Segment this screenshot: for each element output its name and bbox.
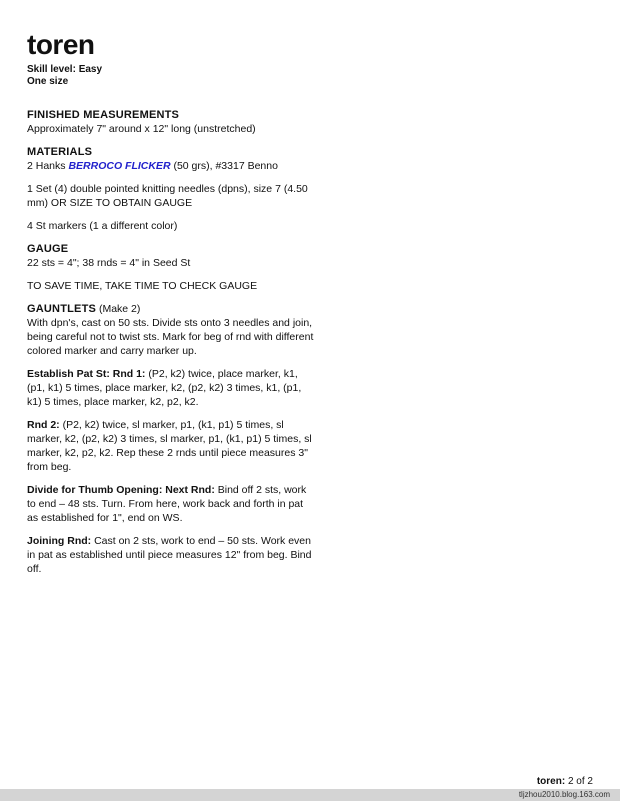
gauntlets-section [27, 302, 317, 358]
gauntlets-heading-note: (Make 2) [96, 303, 141, 315]
finished-measurements-heading: FINISHED MEASUREMENTS [27, 109, 180, 121]
materials-section [27, 145, 317, 173]
joining-round-text: Cast on 2 sts, work to end – 50 sts. Work even in pat as established until piece measures 12" from beg. Bind off. [27, 535, 312, 575]
pattern-meta [27, 64, 102, 88]
size-info: One size [27, 76, 69, 87]
thumb-opening-text: Bind off 2 sts, work to end – 48 sts. Turn. From here, work back and forth in pat as established for 1", end on WS. [27, 484, 307, 524]
markers-text: 4 St markers (1 a different color) [27, 220, 178, 232]
gauge-heading: GAUGE [27, 243, 69, 255]
page-number: 2 of 2 [567, 776, 593, 787]
yarn-line [27, 159, 317, 173]
pattern-title: toren [27, 29, 95, 60]
gauntlets-heading: GAUNTLETS [27, 303, 97, 315]
pattern-body [27, 108, 317, 585]
thumb-opening-label: Divide for Thumb Opening: Next Rnd: [27, 484, 215, 496]
skill-level: Skill level: Easy [27, 64, 103, 75]
yarn-brand-link[interactable]: BERROCO FLICKER [68, 160, 171, 172]
yarn-suffix: (50 grs), #3317 Benno [170, 160, 278, 172]
joining-round-paragraph [27, 534, 317, 576]
round-2-label: Rnd 2: [27, 419, 60, 431]
joining-round-label: Joining Rnd: [27, 535, 92, 547]
needles-text: 1 Set (4) double pointed knitting needles (dpns), size 7 (4.50 mm) OR SIZE TO OBTAIN GAUGE [27, 183, 308, 209]
yarn-prefix: 2 Hanks [27, 160, 69, 172]
watermark-bar [0, 789, 620, 801]
round-2-paragraph [27, 418, 317, 474]
thumb-opening-paragraph [27, 483, 317, 525]
footer-title: toren: [536, 776, 566, 787]
round-2-text: (P2, k2) twice, sl marker, p1, (k1, p1) 5 times, sl marker, k2, (p2, k2) 3 times, sl marker, p1, (k1, p1) 5 times, sl marker, k2, p2, k2. Rep these 2 rnds until piece measures 3" from beg. [27, 419, 312, 473]
gauntlets-text: With dpn's, cast on 50 sts. Divide sts onto 3 needles and join, being careful not to twist sts. Mark for beg of rnd with different colored marker and carry marker up. [27, 317, 314, 357]
page-footer [537, 776, 593, 787]
finished-measurements-text: Approximately 7" around x 12" long (unstretched) [27, 123, 256, 135]
finished-measurements-section [27, 108, 317, 136]
gauge-section [27, 242, 317, 270]
gauntlets-heading-line [27, 302, 317, 316]
establish-pattern-paragraph [27, 367, 317, 409]
gauge-text: 22 sts = 4"; 38 rnds = 4" in Seed St [27, 257, 191, 269]
establish-text: (P2, k2) twice, place marker, k1, (p1, k1) 5 times, place marker, k2, (p2, k2) 3 times, k1, (p1, k1) 5 times, place marker, k2, p2, k2. [27, 368, 302, 408]
establish-label: Establish Pat St: Rnd 1: [27, 368, 146, 380]
gauge-note: TO SAVE TIME, TAKE TIME TO CHECK GAUGE [27, 280, 258, 292]
watermark-text: tljzhou2010.blog.163.com [518, 790, 610, 799]
materials-heading: MATERIALS [27, 146, 93, 158]
